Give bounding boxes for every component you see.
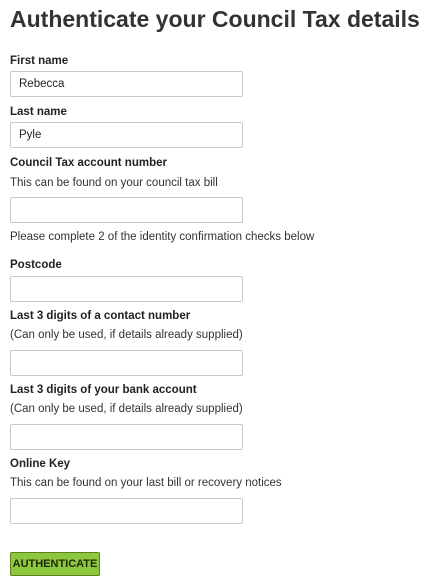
- contact-digits-hint: (Can only be used, if details already supplied): [10, 329, 243, 341]
- postcode-label: Postcode: [10, 259, 62, 271]
- account-number-hint: This can be found on your council tax bill: [10, 177, 218, 189]
- account-number-input[interactable]: [10, 197, 243, 223]
- bank-digits-label: Last 3 digits of your bank account: [10, 384, 197, 396]
- last-name-label: Last name: [10, 106, 67, 118]
- bank-digits-hint: (Can only be used, if details already supplied): [10, 403, 243, 415]
- account-number-label: Council Tax account number: [10, 157, 167, 169]
- online-key-hint: This can be found on your last bill or recovery notices: [10, 477, 282, 489]
- authenticate-button[interactable]: AUTHENTICATE: [10, 552, 100, 576]
- online-key-input[interactable]: [10, 498, 243, 524]
- contact-digits-input[interactable]: [10, 350, 243, 376]
- first-name-input[interactable]: [10, 71, 243, 97]
- first-name-label: First name: [10, 55, 69, 67]
- postcode-input[interactable]: [10, 276, 243, 302]
- contact-digits-label: Last 3 digits of a contact number: [10, 310, 191, 322]
- page-title: Authenticate your Council Tax details: [10, 6, 420, 32]
- last-name-input[interactable]: [10, 122, 243, 148]
- identity-checks-note: Please complete 2 of the identity confirmation checks below: [10, 231, 315, 243]
- bank-digits-input[interactable]: [10, 424, 243, 450]
- online-key-label: Online Key: [10, 458, 71, 470]
